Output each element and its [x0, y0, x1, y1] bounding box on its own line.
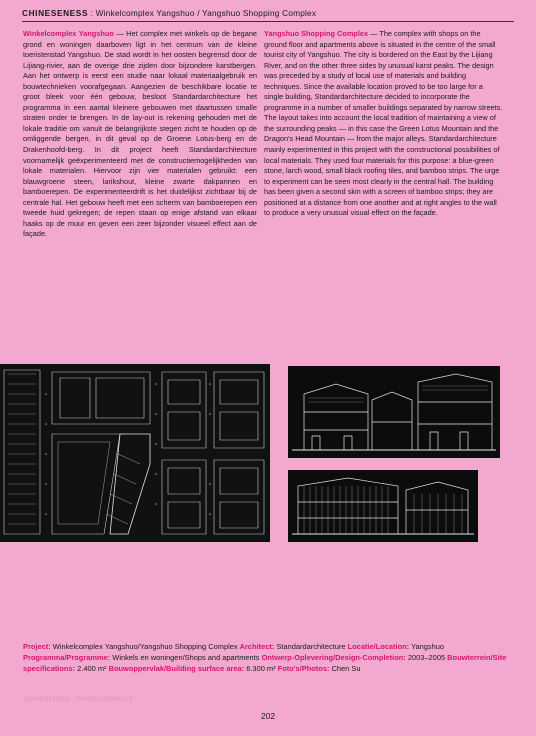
credit-architect-value: Standardarchitecture [276, 642, 346, 651]
credit-architect-label: Architect: [239, 642, 275, 651]
site-plan-drawing [0, 364, 270, 542]
header-rule [22, 21, 514, 22]
credit-photos-value: Chen Su [331, 664, 361, 674]
credit-design-value: 2003–2005 [407, 653, 446, 663]
credit-surface-value: 6.300 m² [246, 664, 276, 674]
english-lead: Yangshuo Shopping Complex [264, 29, 369, 38]
section-drawing-top [288, 366, 500, 458]
credit-site-value: 2.400 m² [77, 664, 107, 674]
running-header [22, 8, 316, 18]
credit-programme-value: Winkels en woningen/Shops and apartments [112, 653, 260, 663]
credit-site-label: Bouwterrein/Site specifications: [23, 653, 507, 674]
credit-location-value: Yangshuo [411, 642, 445, 651]
header-title: Winkelcomplex Yangshuo / Yangshuo Shopping Complex [95, 8, 317, 18]
credit-photos-label: Foto's/Photos: [277, 664, 330, 674]
credit-project-value: Winkelcomplex Yangshuo/Yangshuo Shopping Complex [52, 642, 238, 651]
credit-programme-label: Programma/Programme: [23, 653, 111, 663]
project-credits [23, 641, 513, 675]
section-drawing-bottom [288, 470, 478, 542]
dutch-lead: Winkelcomplex Yangshuo [23, 29, 114, 38]
header-separator: : [88, 8, 96, 18]
credit-location-label: Locatie/Location: [347, 642, 410, 651]
english-body: — The complex with shops on the ground floor and apartments above is situated in the centre of the small tourist city of Yangshuo. The city is bordered on the East by the Lijiang River, and on the other three sides by unusual karst peaks. The design was preceded by a study of local use of materials and building techniques. Since the available location proved to be too large for a single building, Standardarchitecture decided to incorporate the programme in a number of smaller buildings separated by narrow streets. The layout takes into account the local tradition of maintaining a view of the surrounding peaks — in this case the Green Lotus Mountain and the Dragon's Head Mountain — from the major alleys. Standardarchitecture mainly experimented in this project with the constructional possibilities of local materials. They used four materials for this purpose: a blue-green stone, larch wood, small black roofing tiles, and bamboo strips. The urge to experiment can be seen most clearly in the central hall. The building has been given a second skin with a screen of bamboo strips; they are positioned at a distance from one another and at right angles to the wall to produce a very unusual visual effect on the façade. [264, 29, 503, 218]
dutch-text-column [23, 29, 257, 240]
english-text-column [264, 29, 504, 219]
footer-faint-text: CHINESENESS · WINKELCOMPLEX [24, 697, 133, 703]
credit-design-label: Ontwerp-Oplevering/Design-Completion: [261, 653, 406, 663]
credit-surface-label: Bouwoppervlak/Building surface area: [108, 664, 245, 674]
credit-project-label: Project: [23, 642, 51, 651]
page-number: 202 [260, 711, 276, 721]
dutch-body: — Het complex met winkels op de begane grond en woningen daarboven ligt in het centrum van de kleine toeristenstad Yangshuo. De stad wordt in het oosten begrensd door de Lijiang-rivier, aan de overige drie zijden door bijzondere karstbergen. Aan het ontwerp is eerst een studie naar lokaal materiaalgebruik en bouwtechnieken voorafgegaan. Aangezien de beschikbare locatie te groot bleek voor één gebouw, besloot Standardarchitecture het programma in een aantal kleinere gebouwen met daartussen smalle straten onder te brengen. In de lay-out is rekening gehouden met de lokale traditie om vanuit de belangrijkste stegen zicht te houden op de omliggende bergen, in dit geval op de Groene Lotus-berg en de Drakenhoofd-berg. In dit project heeft Standardarchitecture voornamelijk geëxperimenteerd met de constructiemogelijkheden van lokale materialen. Hiervoor zijn vier materialen gebruikt: een blauwgroene steen, larikshout, kleine zwarte dakpannen en bamboerepen. De experimenteerdrift is het duidelijkst zichtbaar bij de centrale hal. Het gebouw heeft met een scherm van bamboerepen een tweede huid gekregen; de repen staan op enige afstand van elkaar haaks op de muur en geven een zeer bijzonder visueel effect aan de façade. [23, 29, 257, 239]
section-title: CHINESENESS [22, 8, 89, 18]
